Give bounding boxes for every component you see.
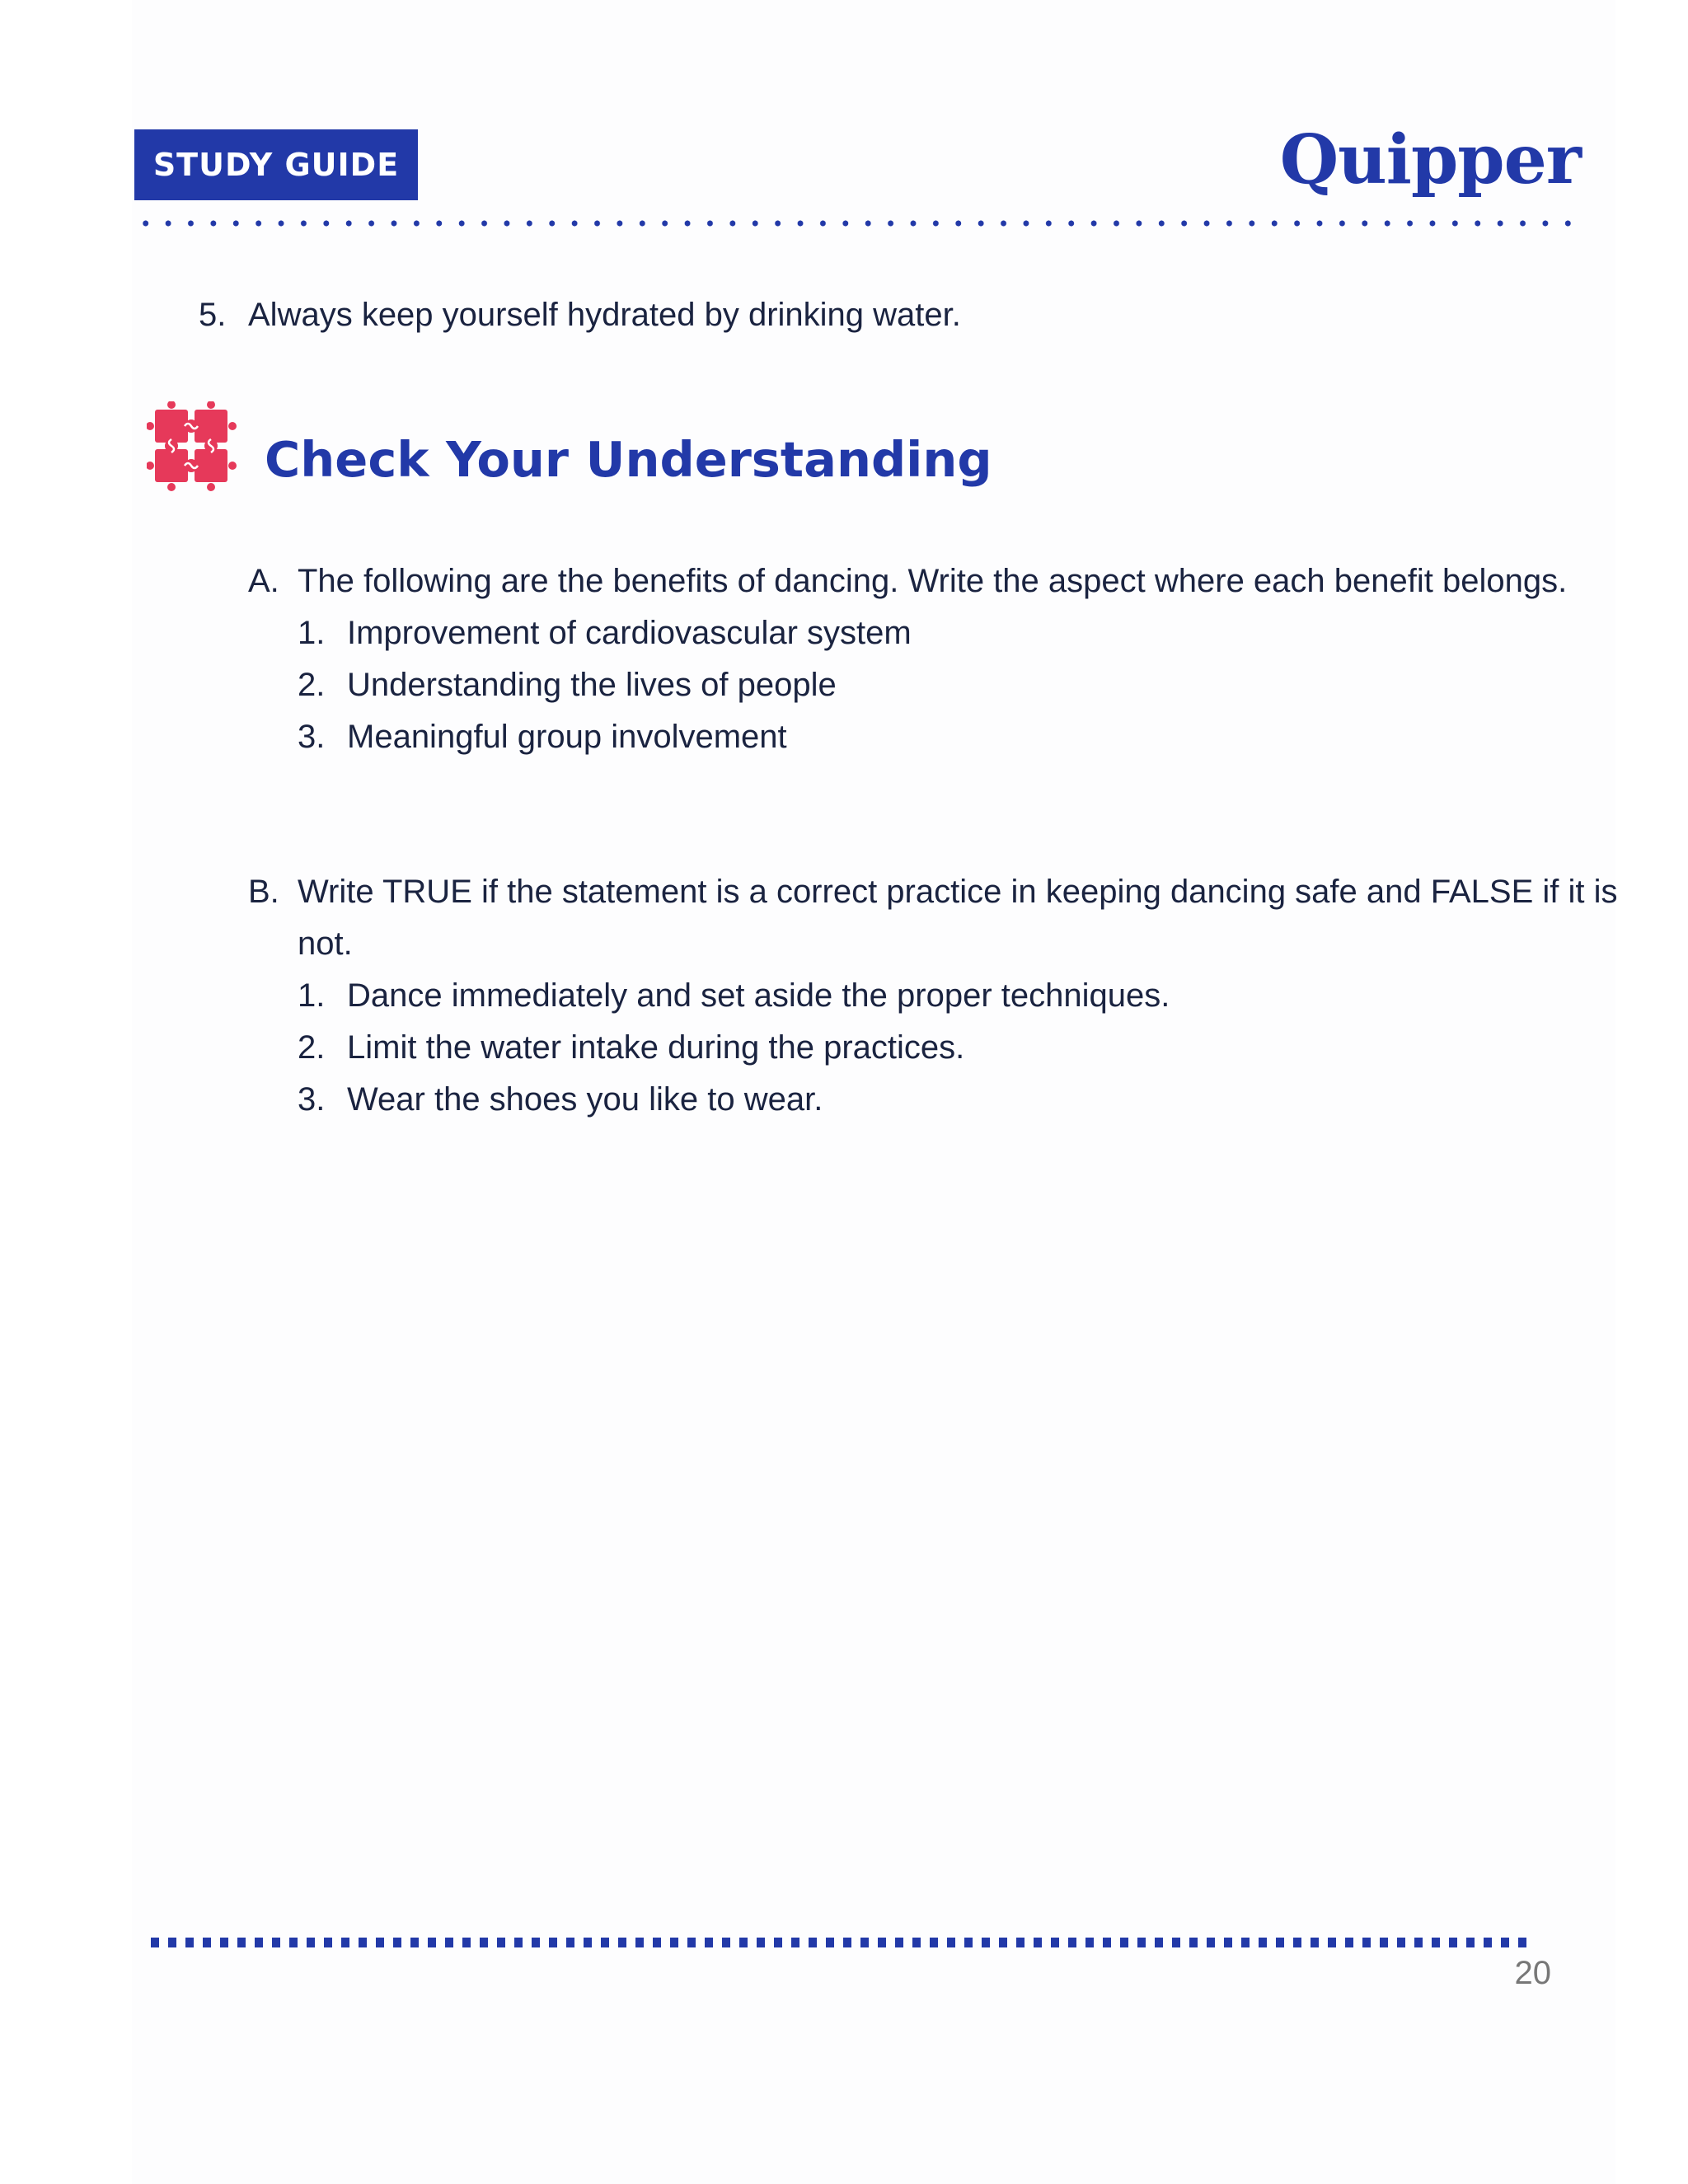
question-text: Write TRUE if the statement is a correct practice in keeping dancing safe and FALSE if it is not. [298, 874, 1618, 962]
list-item-number: 2. [298, 667, 326, 703]
list-item [298, 1022, 1649, 1074]
list-item-number: 2. [298, 1029, 326, 1066]
list-item [298, 659, 1649, 711]
footer-dotted-divider [151, 1938, 1536, 1947]
list-item-text: Wear the shoes you like to wear. [347, 1081, 823, 1118]
list-item [298, 1074, 1649, 1126]
question-letter: A. [248, 563, 279, 599]
header-dotted-divider [134, 220, 1579, 227]
question-letter: B. [248, 874, 279, 910]
section-title: Check Your Understanding [265, 431, 992, 488]
puzzle-icon [147, 401, 241, 495]
list-item-text: Always keep yourself hydrated by drinking water. [248, 297, 961, 333]
list-item-number: 1. [298, 615, 326, 651]
list-item-number: 3. [298, 719, 326, 755]
list-item-text: Improvement of cardiovascular system [347, 615, 912, 651]
question-text: The following are the benefits of dancing. Write the aspect where each benefit belongs. [298, 563, 1568, 599]
list-item-text: Understanding the lives of people [347, 667, 837, 703]
list-item-number: 5. [199, 297, 227, 333]
question-b-items [248, 970, 1649, 1126]
list-item-number: 3. [298, 1081, 326, 1118]
list-item-text: Meaningful group involvement [347, 719, 787, 755]
study-guide-badge: STUDY GUIDE [134, 129, 418, 200]
quipper-logo: Quipper [1279, 120, 1581, 199]
list-item [298, 607, 1649, 659]
list-item-text: Dance immediately and set aside the proper techniques. [347, 977, 1170, 1014]
question-a-items [248, 607, 1649, 763]
list-item-text: Limit the water intake during the practices. [347, 1029, 965, 1066]
question-b [248, 866, 1649, 1126]
list-item [298, 711, 1649, 763]
question-a [248, 555, 1649, 763]
page-number: 20 [1514, 1955, 1551, 1991]
list-item [298, 970, 1649, 1022]
list-item [199, 297, 961, 334]
list-item-number: 1. [298, 977, 326, 1014]
